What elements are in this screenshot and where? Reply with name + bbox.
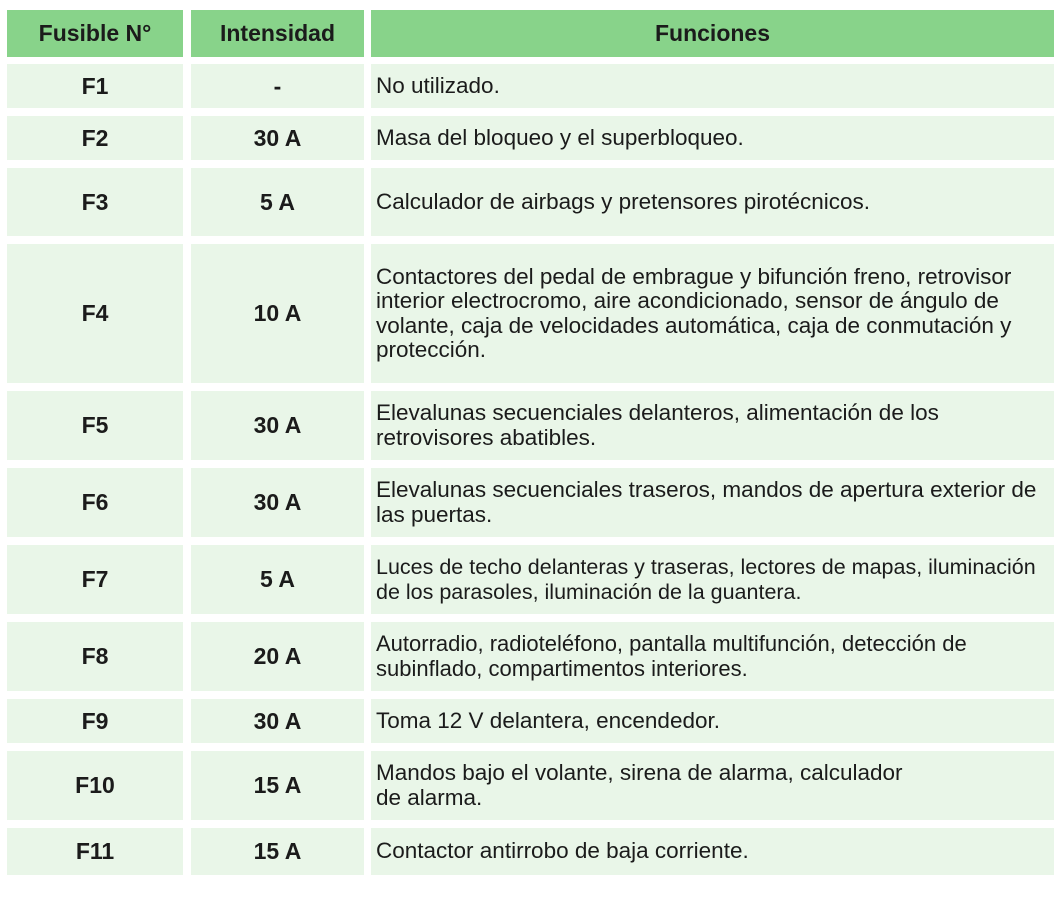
functions-cell: Luces de techo delanteras y traseras, lectores de mapas, iluminación de los parasoles, iluminación de la guantera. [371, 545, 1054, 614]
intensity-cell: 30 A [191, 116, 364, 160]
fuse-number-cell: F8 [7, 622, 183, 691]
header-functions: Funciones [371, 10, 1054, 57]
fuse-number-cell: F5 [7, 391, 183, 460]
functions-cell: Autorradio, radioteléfono, pantalla multifunción, detección de subinflado, compartimentos interiores. [371, 622, 1054, 691]
functions-cell: Elevalunas secuenciales delanteros, alimentación de los retrovisores abatibles. [371, 391, 1054, 460]
functions-cell: No utilizado. [371, 64, 1054, 108]
functions-cell: Contactores del pedal de embrague y bifunción freno, retrovisor interior electrocromo, aire acondicionado, sensor de ángulo de volante, caja de velocidades automática, caja de conmutación y protección. [371, 244, 1054, 383]
intensity-cell: 5 A [191, 545, 364, 614]
fuse-number-cell: F4 [7, 244, 183, 383]
intensity-cell: 15 A [191, 828, 364, 875]
intensity-cell: 5 A [191, 168, 364, 236]
functions-cell: Contactor antirrobo de baja corriente. [371, 828, 1054, 875]
intensity-cell: 10 A [191, 244, 364, 383]
functions-cell: Mandos bajo el volante, sirena de alarma, calculador de alarma. [371, 751, 1054, 820]
fuse-number-cell: F7 [7, 545, 183, 614]
fuse-number-cell: F11 [7, 828, 183, 875]
intensity-cell: 30 A [191, 699, 364, 743]
functions-cell: Masa del bloqueo y el superbloqueo. [371, 116, 1054, 160]
fuse-number-cell: F3 [7, 168, 183, 236]
functions-cell: Elevalunas secuenciales traseros, mandos de apertura exterior de las puertas. [371, 468, 1054, 537]
intensity-cell: 30 A [191, 391, 364, 460]
fuse-number-cell: F9 [7, 699, 183, 743]
intensity-cell: - [191, 64, 364, 108]
intensity-cell: 15 A [191, 751, 364, 820]
fuse-number-cell: F1 [7, 64, 183, 108]
header-intensity: Intensidad [191, 10, 364, 57]
fuse-number-cell: F10 [7, 751, 183, 820]
intensity-cell: 30 A [191, 468, 364, 537]
fuse-number-cell: F2 [7, 116, 183, 160]
header-fuse-number: Fusible N° [7, 10, 183, 57]
functions-cell: Toma 12 V delantera, encendedor. [371, 699, 1054, 743]
fuse-number-cell: F6 [7, 468, 183, 537]
intensity-cell: 20 A [191, 622, 364, 691]
functions-cell: Calculador de airbags y pretensores pirotécnicos. [371, 168, 1054, 236]
